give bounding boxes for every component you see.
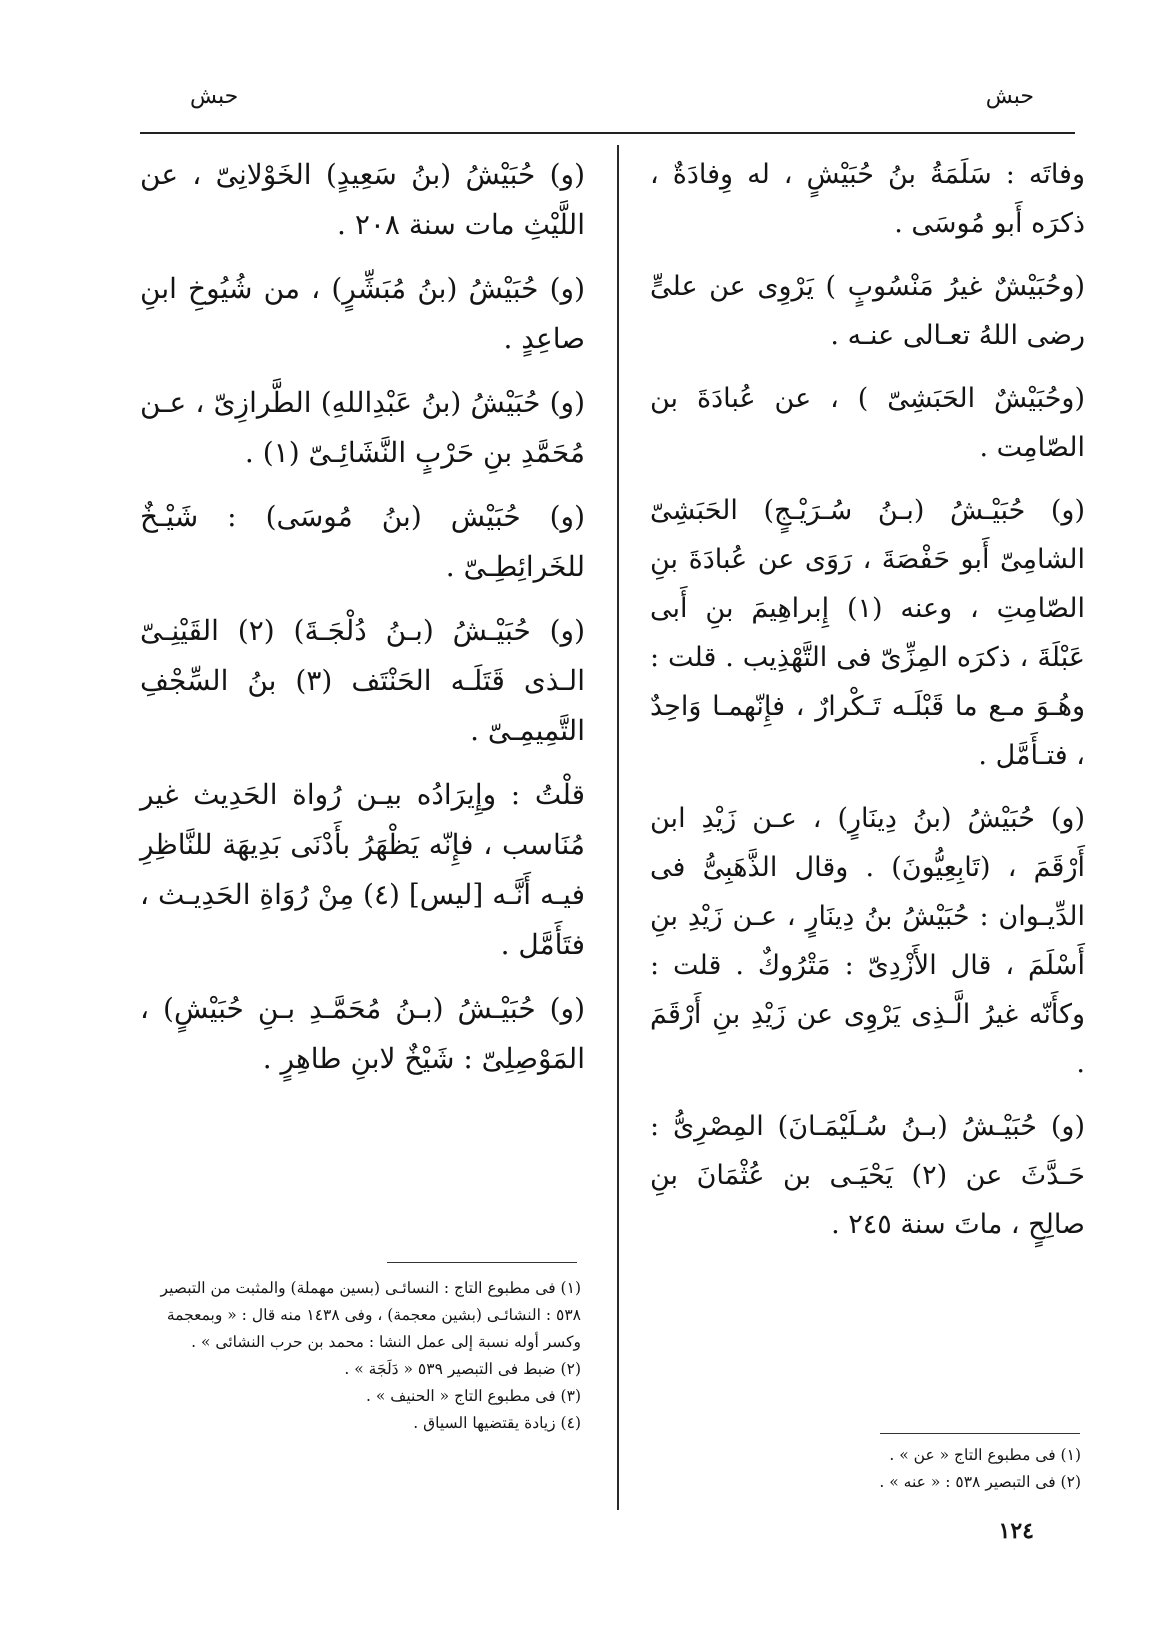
- footnote-rule-left: [387, 1262, 577, 1263]
- entry-hubaysh-ibn-musa: (و) حُبَيْش (بنُ مُوسَى) : شَيْـخٌ للخَرائِطِـىّ .: [140, 500, 585, 583]
- entry-editor-note: قلْتُ : وإِيرَادُه بيـن رُواة الحَدِيث غير مُنَاسب ، فإِنّه يَظْهَرُ بأَدْنَى بَدِيهَة للنَّاظِرِ فيـه أَنَّـه [ليس] (٤) مِنْ رُوَاةِ الحَدِيـث ، فتَأَمَّل .: [140, 778, 585, 961]
- footnote-left-2: (٢) ضبط فى التبصير ٥٣٩ « دَلَجَة » .: [344, 1360, 581, 1378]
- entry-hubaysh-ibn-dinar: (و) حُبَيْشُ (بنُ دِينَارٍ) ، عـن زَيْدِ ابن أَرْقَمَ ، (تَابِعِيُّونَ) . وقال الذَّهَبِىُّ فى الدِّيـوان : حُبَيْشُ بنُ دِينَارٍ ، عـن زَيْدِ بنِ أَسْلَمَ ، قال الأَزْدِىّ : مَتْرُوكٌ . قلت : وكأَنّه غيرُ الَّـذِى يَرْوِى عن زَيْدِ بنِ أَرْقَمَ .: [650, 803, 1085, 1079]
- entry-hubaysh-ibn-muhammad: (و) حُبَيْـشُ (بـنُ مُحَمَّـدِ بـنِ حُبَيْشٍ) ، المَوْصِلِىّ : شَيْخٌ لابنِ طاهِرٍ .: [140, 992, 585, 1075]
- footnote-left-3: (٣) فى مطبوع التاج « الحنيف » .: [366, 1387, 581, 1405]
- footnote-right-2: (٢) فى التبصير ٥٣٨ : « عنه » .: [879, 1473, 1081, 1491]
- right-column: [650, 150, 1085, 1263]
- entry-salama-ibn-hubaysh: وفاتَه : سَلَمَةُ بنُ حُبَيْشٍ ، له وِفادَةٌ ، ذكرَه أَبو مُوسَى .: [650, 159, 1085, 239]
- footnote-right-1: (١) فى مطبوع التاج « عن » .: [889, 1446, 1081, 1464]
- column-divider: [617, 145, 619, 1510]
- left-footnotes: [140, 1275, 585, 1437]
- running-header-left: حبش: [190, 84, 239, 109]
- entry-hubaysh-ibn-surayj: (و) حُبَيْـشُ (بـنُ سُـرَيْـجٍ) الحَبَشِىّ الشامِىّ أَبو حَفْصَةَ ، رَوَى عن عُبادَةَ بنِ الصّامِتِ ، وعنه (١) إِبراهِيمَ بنِ أَبى عَبْلَةَ ، ذكرَه المِزِّىّ فى التَّهْذِيب . قلت : وهُـوَ مـع ما قَبْلَـه تَـكْرارٌ ، فإِنّهمـا وَاحِدٌ ، فتـأَمَّل .: [650, 495, 1085, 771]
- right-footnotes: [650, 1442, 1085, 1496]
- entry-hubaysh-al-habashi: (وحُبَيْشٌ الحَبَشِىّ ) ، عن عُبادَةَ بن الصّامِت .: [650, 383, 1085, 463]
- footnote-left-1: (١) فى مطبوع التاج : النسائـى (بسين مهملة) والمثبت من التبصير ٥٣٨ : النشائـى (بشين معجمة) ، وفى ١٤٣٨ منه قال : « وبمعجمة وكسر أوله نسبة إلى عمل النشا : محمد بن حرب النشائى » .: [160, 1279, 581, 1351]
- entry-hubaysh-ibn-dulja: (و) حُبَيْـشُ (بـنُ دُلْجَـةَ) (٢) القَيْنِـىّ الـذى قَتَلَـه الحَنْتَف (٣) بنُ السِّجْفِ التَّمِيمِـىّ .: [140, 614, 585, 747]
- entry-hubaysh-ibn-mubashshir: (و) حُبَيْشُ (بنُ مُبَشِّرٍ) ، من شُيُوخِ ابنِ صاعِدٍ .: [140, 272, 585, 355]
- entry-hubaysh-unattributed: (وحُبَيْشٌ غيرُ مَنْسُوبٍ ) يَرْوِى عن علىٍّ رضى اللهُ تعـالى عنـه .: [650, 271, 1085, 351]
- footnote-left-4: (٤) زيادة يقتضيها السياق .: [413, 1414, 581, 1432]
- entry-hubaysh-ibn-abdallah: (و) حُبَيْشُ (بنُ عَبْدِاللهِ) الطَّرازِىّ ، عـن مُحَمَّدِ بنِ حَرْبٍ النَّشَائِـىّ (١) .: [140, 386, 585, 469]
- left-column: [140, 150, 585, 1098]
- entry-hubaysh-ibn-said: (و) حُبَيْشُ (بنُ سَعِيدٍ) الخَوْلانِىّ ، عن اللَّيْثِ مات سنة ٢٠٨ .: [140, 158, 585, 241]
- page-number: ١٢٤: [998, 1518, 1034, 1544]
- running-header-right: حبش: [985, 84, 1034, 109]
- entry-hubaysh-ibn-sulayman: (و) حُبَيْـشُ (بـنُ سُـلَيْمَـانَ) المِصْرِىُّ : حَـدَّثَ عن (٢) يَحْيَـى بن عُثْمَانَ بنِ صالِحٍ ، ماتَ سنة ٢٤٥ .: [650, 1111, 1085, 1240]
- header-rule: [140, 132, 1075, 134]
- footnote-rule-right: [880, 1433, 1080, 1434]
